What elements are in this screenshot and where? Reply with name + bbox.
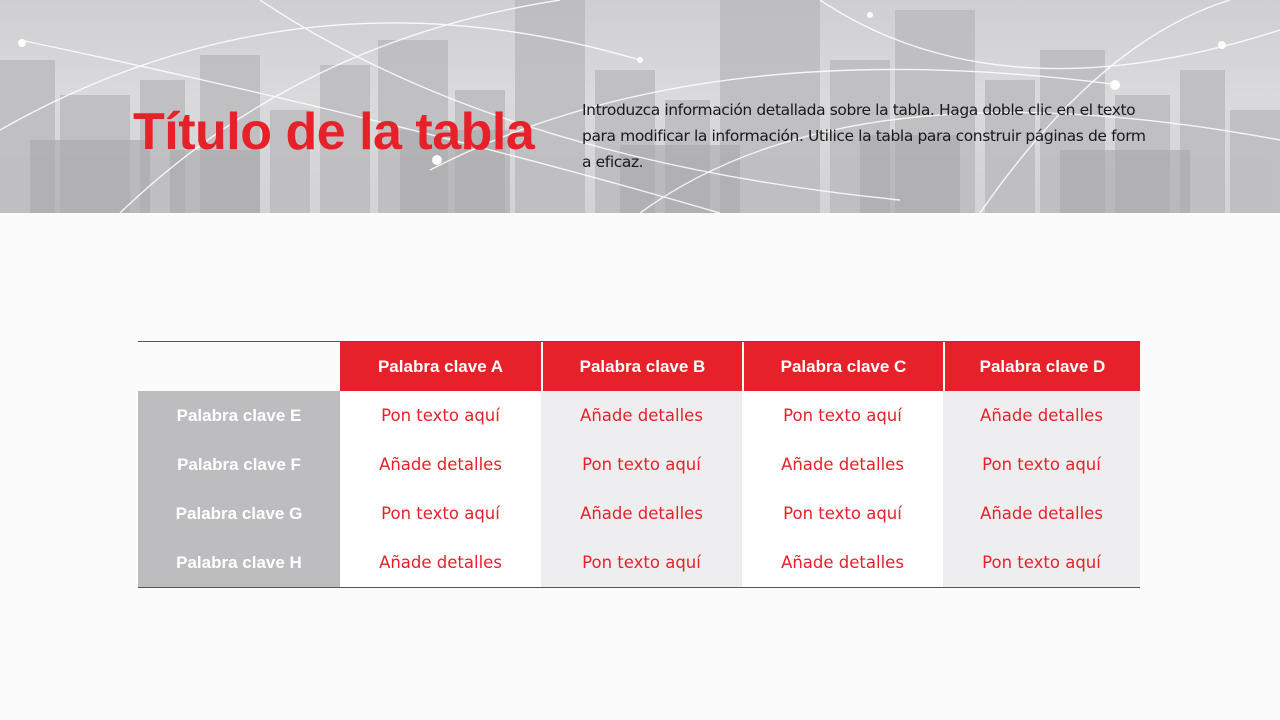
table-row: [138, 489, 1140, 538]
column-header: Palabra clave B: [541, 342, 742, 391]
table-header-row: [138, 342, 1140, 391]
table-corner-cell: [138, 342, 340, 391]
table-cell: Añade detalles: [943, 489, 1140, 538]
table-cell: Añade detalles: [541, 489, 742, 538]
column-header: Palabra clave D: [943, 342, 1140, 391]
table-row: [138, 440, 1140, 489]
table-cell: Pon texto aquí: [742, 391, 943, 440]
table-cell: Añade detalles: [943, 391, 1140, 440]
keyword-table: [138, 341, 1140, 588]
page-title: Título de la tabla: [133, 103, 535, 161]
column-header: Palabra clave A: [340, 342, 541, 391]
table-cell: Pon texto aquí: [340, 391, 541, 440]
table-cell: Pon texto aquí: [742, 489, 943, 538]
table-row: [138, 538, 1140, 587]
table-cell: Pon texto aquí: [541, 538, 742, 587]
table-cell: Pon texto aquí: [943, 538, 1140, 587]
table-cell: Pon texto aquí: [943, 440, 1140, 489]
table-cell: Pon texto aquí: [340, 489, 541, 538]
column-header: Palabra clave C: [742, 342, 943, 391]
table-cell: Añade detalles: [340, 538, 541, 587]
table-cell: Añade detalles: [541, 391, 742, 440]
table-cell: Añade detalles: [742, 538, 943, 587]
table-cell: Añade detalles: [340, 440, 541, 489]
table-cell: Pon texto aquí: [541, 440, 742, 489]
table-description: Introduzca información detallada sobre la tabla. Haga doble clic en el texto para modificar la información. Utilice la tabla para construir páginas de forma eficaz.: [582, 101, 1146, 171]
row-header: Palabra clave E: [138, 391, 340, 440]
table-row: [138, 391, 1140, 440]
table-cell: Añade detalles: [742, 440, 943, 489]
header-banner: [0, 0, 1280, 213]
row-header: Palabra clave F: [138, 440, 340, 489]
row-header: Palabra clave G: [138, 489, 340, 538]
row-header: Palabra clave H: [138, 538, 340, 587]
